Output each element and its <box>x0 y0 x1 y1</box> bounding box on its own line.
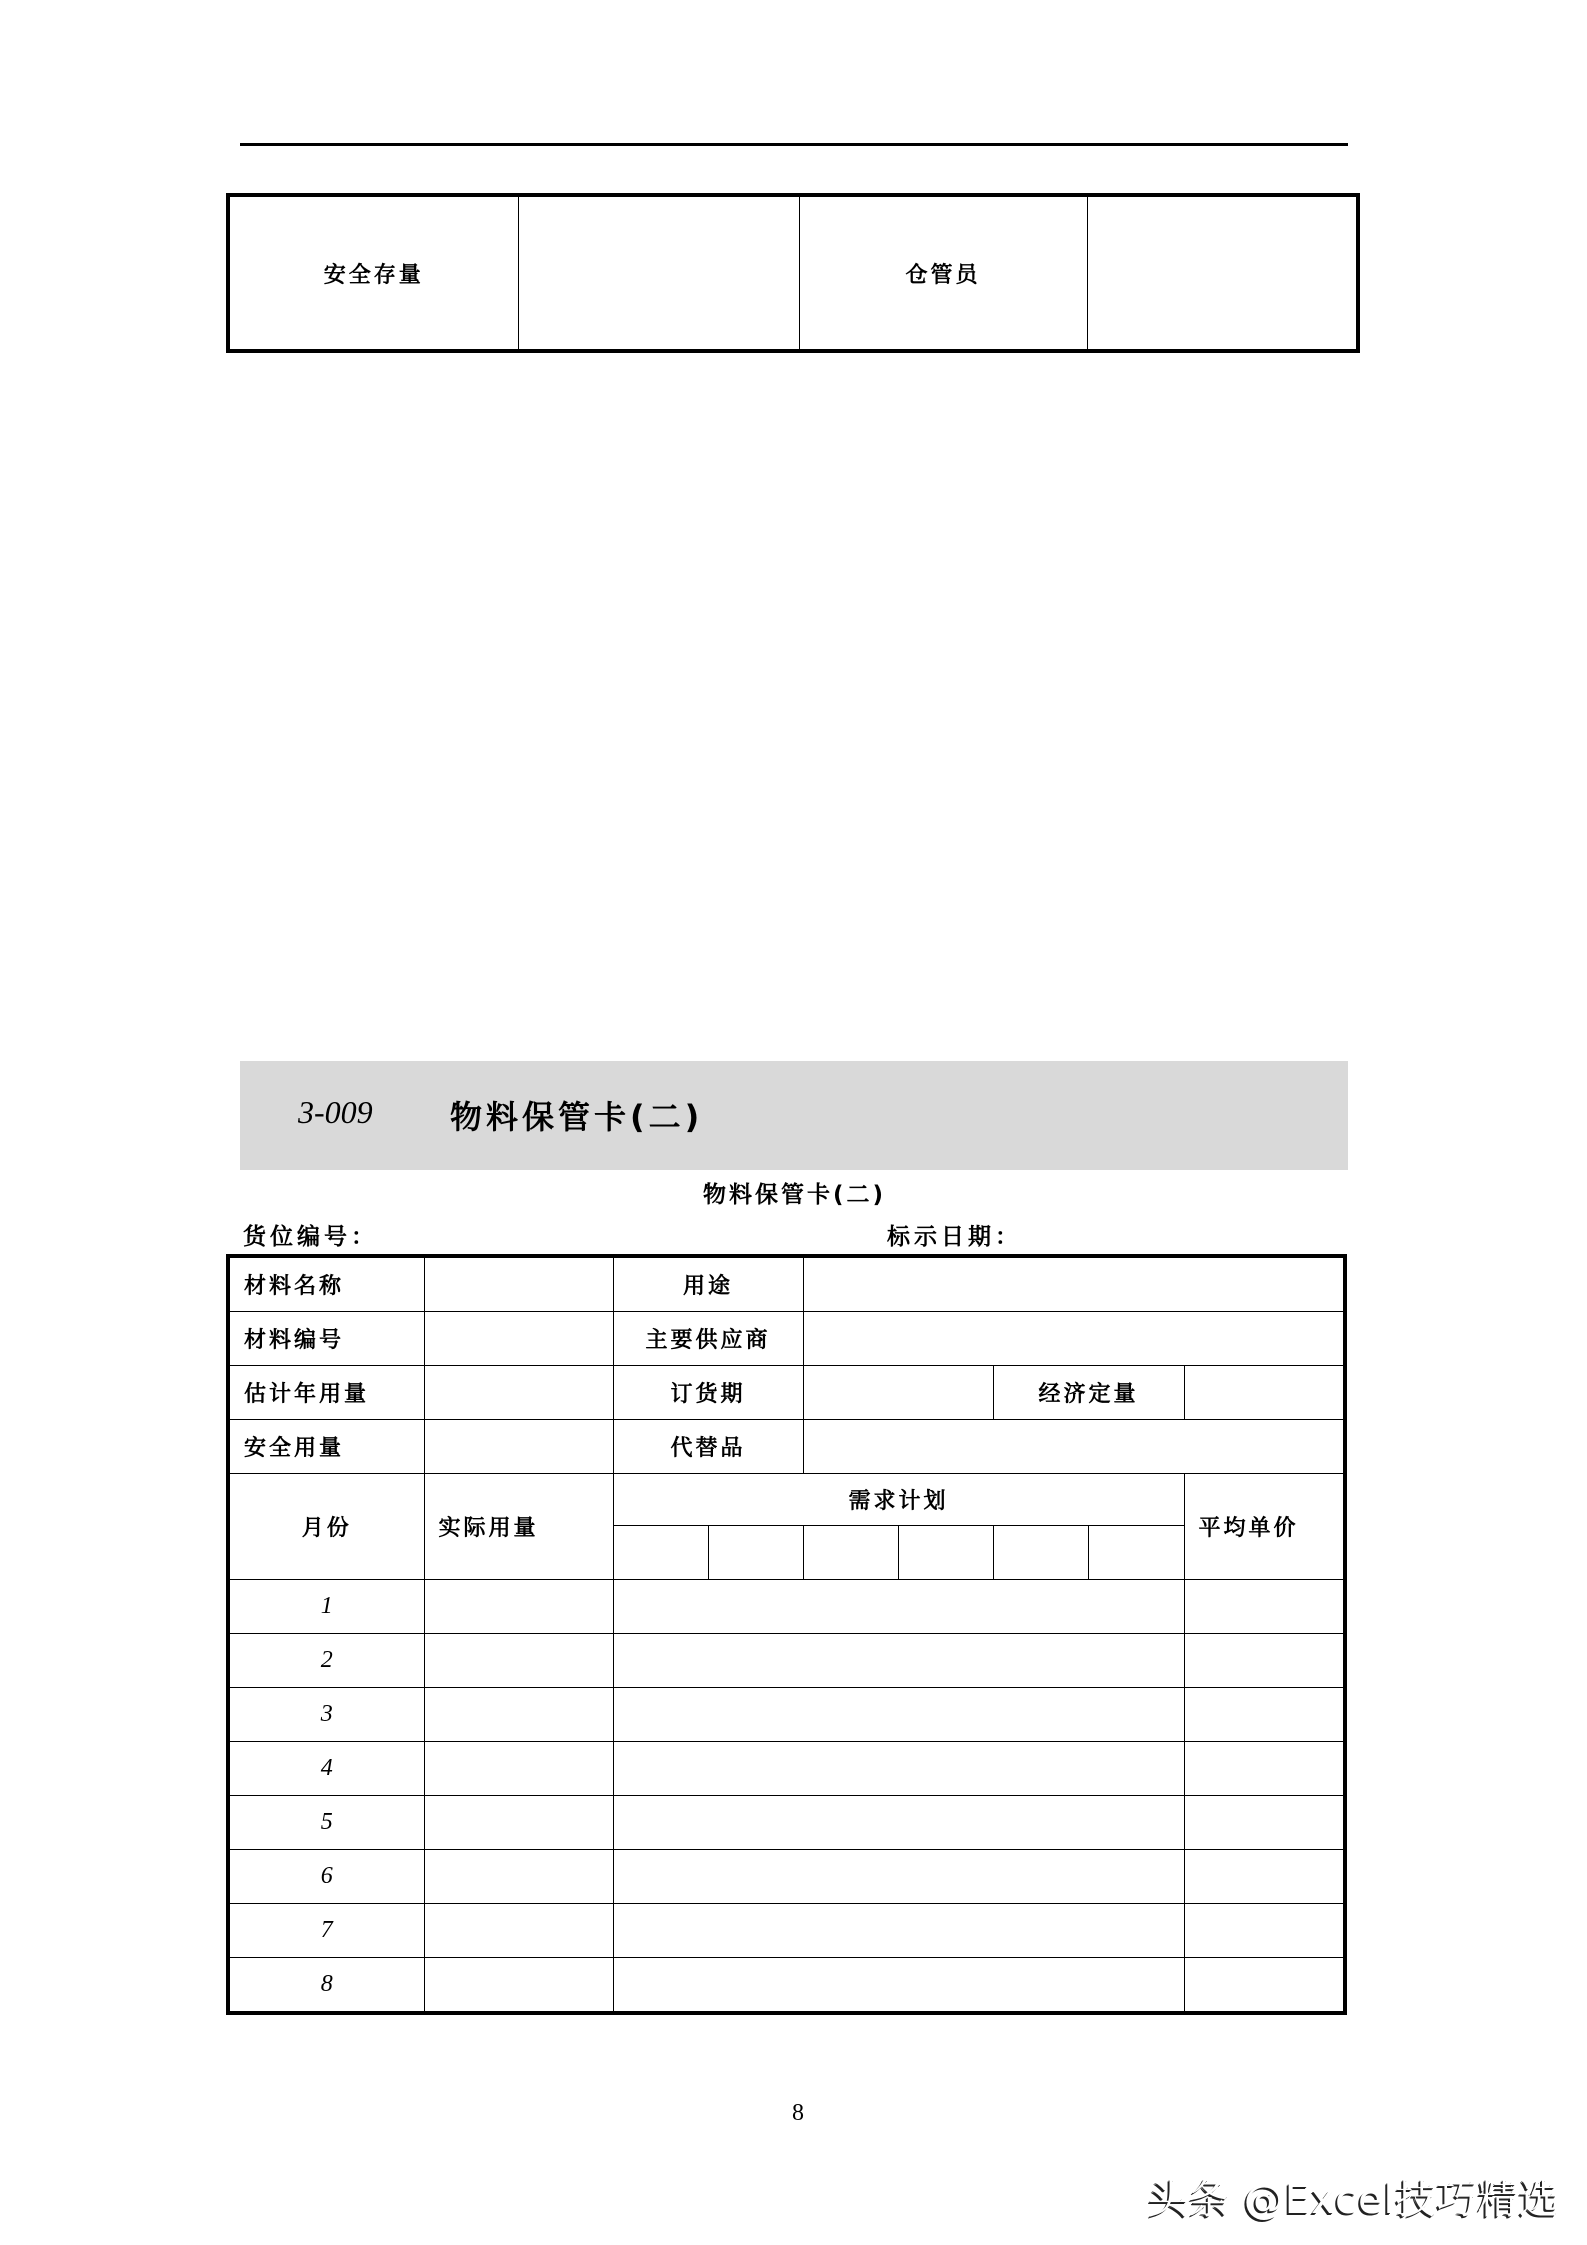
month-header: 月份 <box>228 1474 424 1580</box>
avg-unit-price-field[interactable] <box>1184 1742 1345 1796</box>
purpose-label: 用途 <box>613 1256 803 1312</box>
month-number: 8 <box>228 1958 424 2014</box>
purpose-field[interactable] <box>803 1256 1345 1312</box>
actual-usage-field[interactable] <box>424 1580 613 1634</box>
safety-stock-label: 安全存量 <box>228 195 518 351</box>
substitute-label: 代替品 <box>613 1420 803 1474</box>
actual-usage-field[interactable] <box>424 1634 613 1688</box>
avg-unit-price-field[interactable] <box>1184 1796 1345 1850</box>
location-no-label: 货位编号： <box>243 1224 378 1250</box>
section-header-band <box>240 1061 1348 1170</box>
main-supplier-label: 主要供应商 <box>613 1312 803 1366</box>
avg-unit-price-field[interactable] <box>1184 1958 1345 2014</box>
month-number: 6 <box>228 1850 424 1904</box>
order-period-field[interactable] <box>803 1366 993 1420</box>
month-row <box>228 1850 1345 1904</box>
material-no-field[interactable] <box>424 1312 613 1366</box>
month-number: 5 <box>228 1796 424 1850</box>
header-rule <box>240 143 1348 146</box>
form-title: 物料保管卡(二) <box>703 1182 887 1208</box>
demand-plan-field[interactable] <box>613 1580 1184 1634</box>
actual-usage-field[interactable] <box>424 1796 613 1850</box>
economic-qty-label: 经济定量 <box>993 1366 1184 1420</box>
safety-usage-field[interactable] <box>424 1420 613 1474</box>
material-name-label: 材料名称 <box>228 1256 424 1312</box>
actual-usage-field[interactable] <box>424 1958 613 2014</box>
actual-usage-field[interactable] <box>424 1742 613 1796</box>
material-card-table <box>226 1254 1347 2015</box>
month-row <box>228 1580 1345 1634</box>
avg-unit-price-field[interactable] <box>1184 1850 1345 1904</box>
warehouse-keeper-label: 仓管员 <box>799 195 1087 351</box>
demand-plan-field[interactable] <box>613 1688 1184 1742</box>
avg-unit-price-header: 平均单价 <box>1184 1474 1345 1580</box>
demand-plan-field[interactable] <box>613 1742 1184 1796</box>
demand-plan-field[interactable] <box>613 1850 1184 1904</box>
month-number: 1 <box>228 1580 424 1634</box>
month-row <box>228 1958 1345 2014</box>
demand-plan-field[interactable] <box>613 1958 1184 2014</box>
avg-unit-price-field[interactable] <box>1184 1688 1345 1742</box>
economic-qty-field[interactable] <box>1184 1366 1345 1420</box>
avg-unit-price-field[interactable] <box>1184 1634 1345 1688</box>
month-row <box>228 1634 1345 1688</box>
demand-plan-subcell[interactable] <box>1088 1526 1184 1580</box>
month-row <box>228 1742 1345 1796</box>
demand-plan-field[interactable] <box>613 1634 1184 1688</box>
month-row <box>228 1688 1345 1742</box>
row-material-name <box>228 1256 1345 1312</box>
row-est-annual-usage <box>228 1366 1345 1420</box>
avg-unit-price-field[interactable] <box>1184 1904 1345 1958</box>
order-period-label: 订货期 <box>613 1366 803 1420</box>
watermark: 头条 @Excel技巧精选 <box>1148 2177 1560 2223</box>
safety-stock-field[interactable] <box>518 195 799 351</box>
month-number: 2 <box>228 1634 424 1688</box>
demand-plan-subcell[interactable] <box>898 1526 993 1580</box>
demand-plan-subcell[interactable] <box>708 1526 803 1580</box>
month-row <box>228 1904 1345 1958</box>
actual-usage-header: 实际用量 <box>424 1474 613 1580</box>
material-name-field[interactable] <box>424 1256 613 1312</box>
section-title: 物料保管卡(二) <box>450 1098 704 1136</box>
avg-unit-price-field[interactable] <box>1184 1580 1345 1634</box>
warehouse-keeper-field[interactable] <box>1087 195 1358 351</box>
month-number: 7 <box>228 1904 424 1958</box>
demand-plan-subcell[interactable] <box>613 1526 708 1580</box>
est-annual-usage-field[interactable] <box>424 1366 613 1420</box>
actual-usage-field[interactable] <box>424 1904 613 1958</box>
header-row-top <box>228 1474 1345 1526</box>
est-annual-usage-label: 估计年用量 <box>228 1366 424 1420</box>
material-no-label: 材料编号 <box>228 1312 424 1366</box>
safety-usage-label: 安全用量 <box>228 1420 424 1474</box>
demand-plan-field[interactable] <box>613 1796 1184 1850</box>
month-number: 3 <box>228 1688 424 1742</box>
actual-usage-field[interactable] <box>424 1850 613 1904</box>
page-number: 8 <box>792 2100 804 2126</box>
row-safety-usage <box>228 1420 1345 1474</box>
demand-plan-header: 需求计划 <box>613 1474 1184 1526</box>
safety-stock-table <box>226 193 1360 353</box>
substitute-field[interactable] <box>803 1420 1345 1474</box>
row-material-no <box>228 1312 1345 1366</box>
actual-usage-field[interactable] <box>424 1688 613 1742</box>
month-number: 4 <box>228 1742 424 1796</box>
demand-plan-subcell[interactable] <box>993 1526 1088 1580</box>
section-code: 3-009 <box>298 1094 373 1130</box>
mark-date-label: 标示日期： <box>887 1224 1022 1250</box>
demand-plan-subcell[interactable] <box>803 1526 898 1580</box>
main-supplier-field[interactable] <box>803 1312 1345 1366</box>
month-row <box>228 1796 1345 1850</box>
demand-plan-field[interactable] <box>613 1904 1184 1958</box>
